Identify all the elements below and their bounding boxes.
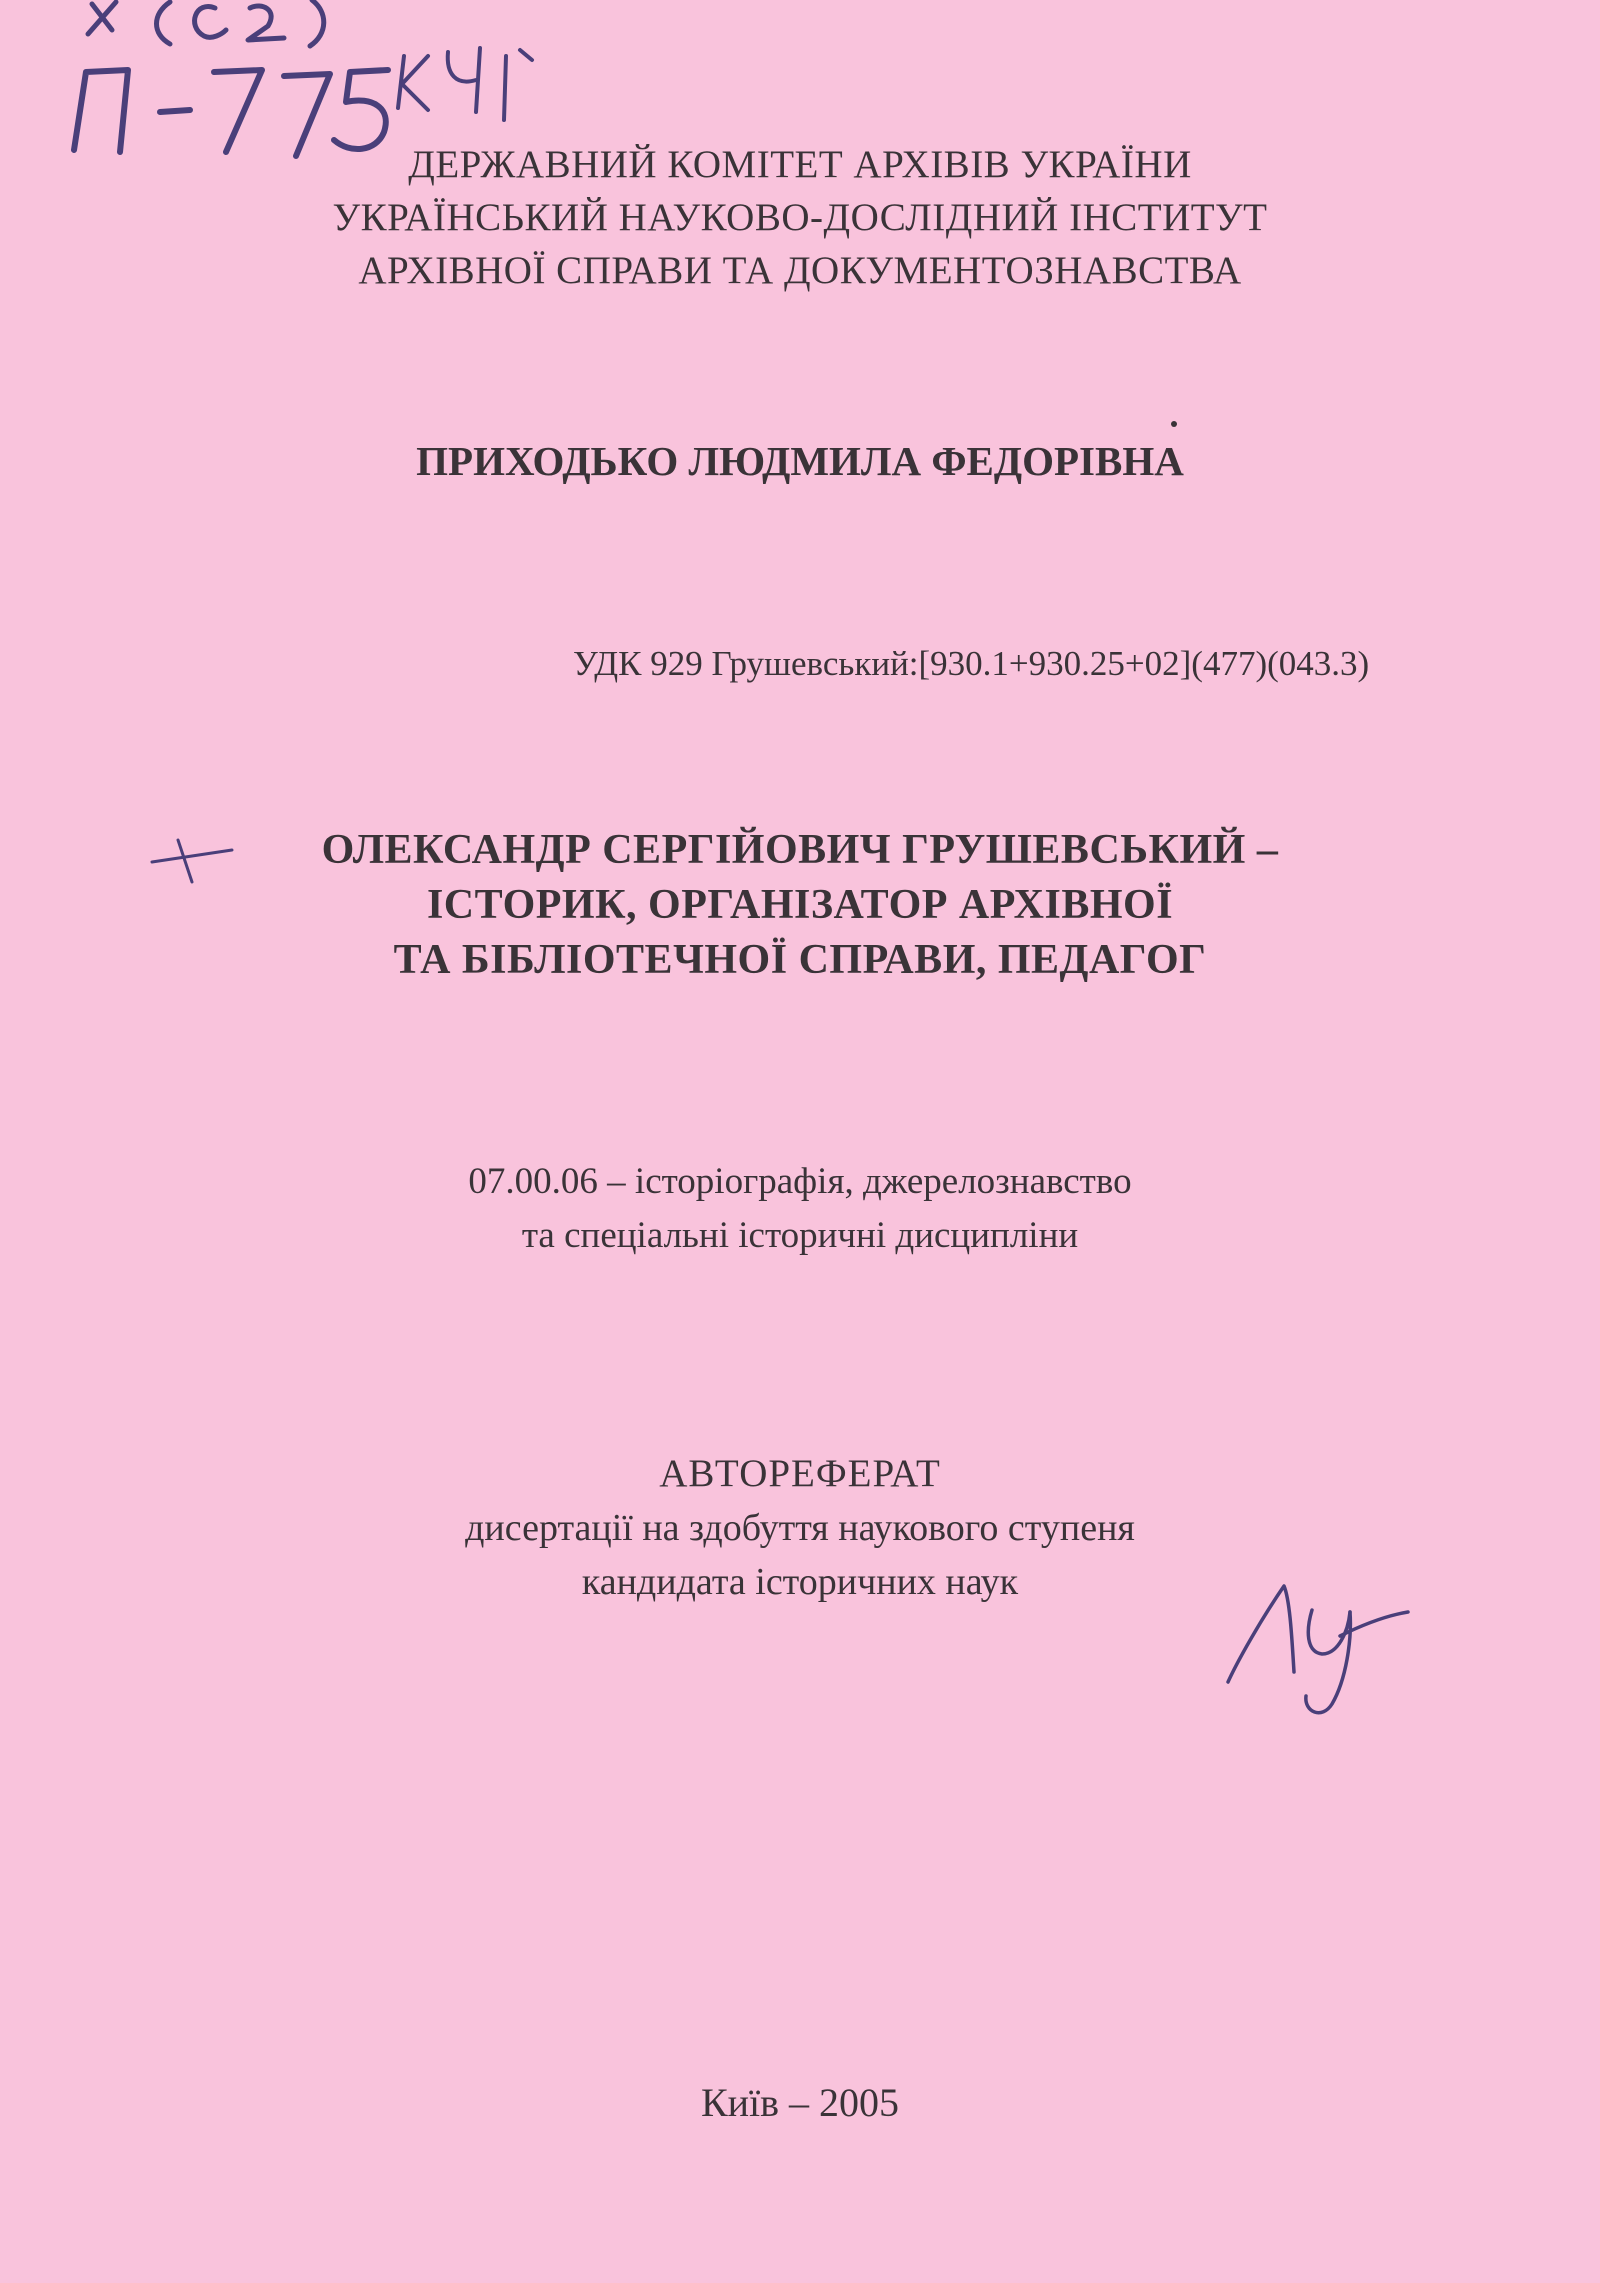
dissertation-title bbox=[0, 823, 1600, 988]
ink-dot bbox=[1171, 421, 1177, 427]
specialty bbox=[0, 1155, 1600, 1263]
institution-line-1: ДЕРЖАВНИЙ КОМІТЕТ АРХІВІВ УКРАЇНИ bbox=[408, 143, 1192, 186]
place-and-year: Київ – 2005 bbox=[700, 2080, 900, 2125]
specialty-line-1: 07.00.06 – історіографія, джерелознавство bbox=[468, 1161, 1132, 1202]
abstract-block bbox=[0, 1447, 1600, 1609]
institution-header bbox=[0, 138, 1600, 297]
shelf-code-handwriting bbox=[398, 48, 532, 120]
title-line-3: ТА БІБЛІОТЕЧНОЇ СПРАВИ, ПЕДАГОГ bbox=[393, 937, 1207, 983]
institution-line-2: УКРАЇНСЬКИЙ НАУКОВО-ДОСЛІДНИЙ ІНСТИТУТ bbox=[332, 196, 1268, 239]
udk-code: УДК 929 Грушевський:[930.1+930.25+02](477)(043.3) bbox=[573, 644, 1370, 683]
author-name: ПРИХОДЬКО ЛЮДМИЛА ФЕДОРІВНА bbox=[416, 438, 1184, 484]
title-line-2: ІСТОРИК, ОРГАНІЗАТОР АРХІВНОЇ bbox=[426, 882, 1174, 928]
institution-line-3: АРХІВНОЇ СПРАВИ ТА ДОКУМЕНТОЗНАВСТВА bbox=[358, 249, 1242, 292]
title-line-1: ОЛЕКСАНДР СЕРГІЙОВИЧ ГРУШЕВСЬКИЙ – bbox=[321, 827, 1279, 873]
abstract-heading: АВТОРЕФЕРАТ bbox=[659, 1452, 941, 1495]
abstract-line-1: дисертації на здобуття наукового ступеня bbox=[465, 1507, 1135, 1549]
abstract-line-2: кандидата історичних наук bbox=[581, 1561, 1019, 1603]
specialty-line-2: та спеціальні історичні дисципліни bbox=[521, 1215, 1079, 1256]
top-note-handwriting bbox=[88, 0, 324, 46]
